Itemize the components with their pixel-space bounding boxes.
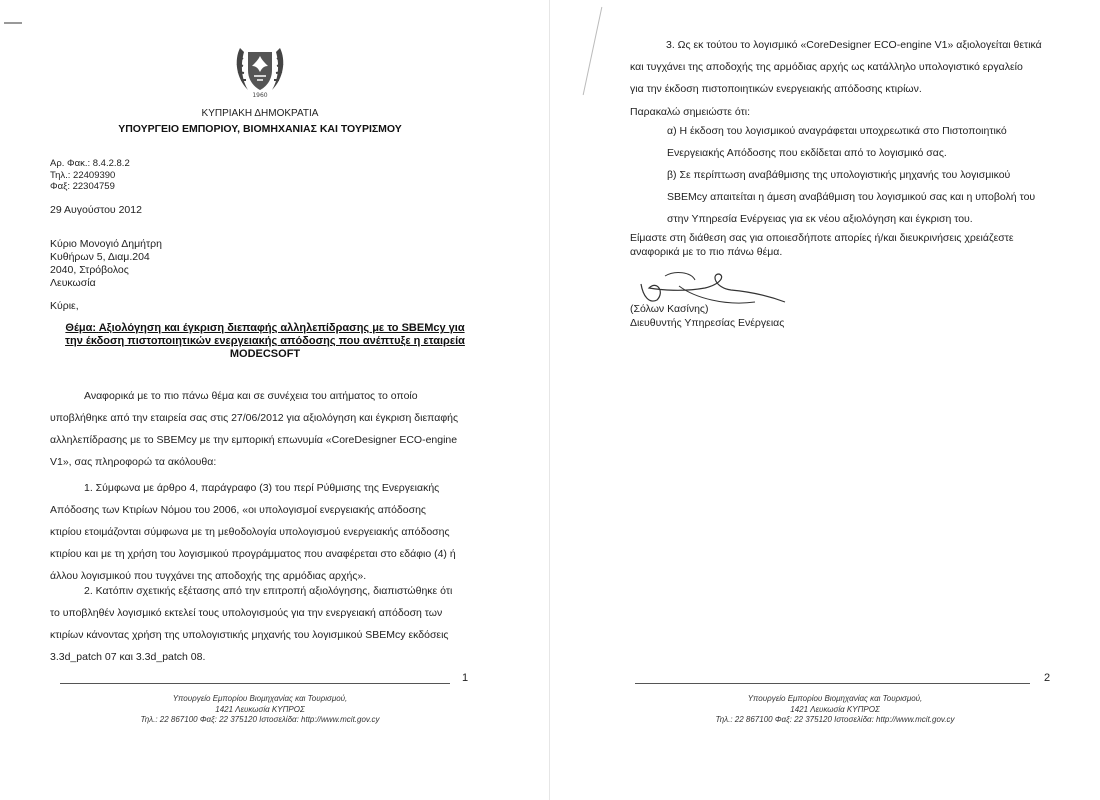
recipient-city: Λευκωσία [50, 277, 96, 289]
intro-line: αλληλεπίδρασης με το SBEMcy με την εμπορική επωνυμία «CoreDesigner ECO-engine [50, 434, 458, 446]
point-1-line: Απόδοσης των Κτιρίων Νόμου του 2006, «οι υπολογισμοί ενεργειακής απόδοσης [50, 504, 426, 516]
subject-line [40, 322, 490, 361]
footer-rule [60, 683, 450, 684]
letter-page-1 [0, 0, 549, 800]
recipient-address [50, 238, 162, 290]
note-a-line: α) Η έκδοση του λογισμικού αναγράφεται υποχρεωτικά στο Πιστοποιητικό [667, 125, 1007, 137]
footer-line: Υπουργείο Εμπορίου Βιομηχανίας και Τουρισμού, [172, 694, 348, 703]
letter-date: 29 Αυγούστου 2012 [50, 204, 142, 216]
scan-mark [583, 7, 603, 95]
subject-label: Θέμα: [65, 322, 97, 334]
intro-line: V1», σας πληροφορώ τα ακόλουθα: [50, 456, 217, 468]
coat-of-arms-emblem [230, 42, 290, 98]
subject-text-3: MODECSOFT [229, 348, 301, 360]
telephone-number: Τηλ.: 22409390 [50, 169, 116, 181]
note-intro: Παρακαλώ σημειώστε ότι: [630, 106, 750, 118]
footer-line: 1421 Λευκωσία ΚΥΠΡΟΣ [790, 704, 880, 714]
point-3-paragraph [630, 34, 1050, 100]
file-number: Αρ. Φακ.: 8.4.2.8.2 [50, 158, 130, 169]
letter-page-2 [549, 0, 1100, 800]
point-1-line: άλλου λογισμικού που τυγχάνει της αποδοχής της αρμόδιας αρχής». [50, 570, 367, 582]
fax-number: Φαξ: 22304759 [50, 181, 115, 192]
intro-line: Αναφορικά με το πιο πάνω θέμα και σε συνέχεια του αιτήματος το οποίο [84, 390, 418, 402]
recipient-street: Κυθήρων 5, Διαμ.204 [50, 251, 150, 263]
point-1-line: κτιρίου και με τη χρήση του λογισμικού προγράμματος που αναφέρεται στο εδάφιο (4) ή [50, 548, 456, 560]
footer-contact [60, 694, 460, 726]
point-1-line: 1. Σύμφωνα με άρθρο 4, παράγραφο (3) του περί Ρύθμισης της Ενεργειακής [84, 482, 440, 494]
footer-line: Τηλ.: 22 867100 Φαξ: 22 375120 Ιστοσελίδα: http://www.mcit.gov.cy [715, 715, 955, 724]
footer-line: Υπουργείο Εμπορίου Βιομηχανίας και Τουρισμού, [747, 694, 923, 703]
point-2-paragraph [50, 580, 470, 668]
note-b-line: β) Σε περίπτωση αναβάθμισης της υπολογιστικής μηχανής του λογισμικού [667, 169, 1011, 181]
ministry-heading: ΥΠΟΥΡΓΕΙΟ ΕΜΠΟΡΙΟΥ, ΒΙΟΜΗΧΑΝΙΑΣ ΚΑΙ ΤΟΥΡΙΣΜΟΥ [118, 123, 402, 135]
note-a-line: Ενεργειακής Απόδοσης που εκδίδεται από το λογισμικό σας. [667, 147, 947, 159]
reference-block [50, 158, 130, 193]
note-b-line: στην Υπηρεσία Ενέργειας για εκ νέου αξιολόγηση και έγκριση του. [667, 213, 973, 225]
point-3-line: 3. Ως εκ τούτου το λογισμικό «CoreDesigner ECO-engine V1» αξιολογείται θετικά [666, 39, 1042, 51]
closing-paragraph [630, 231, 1055, 259]
point-2-line: κτιρίων κάνοντας χρήση της υπολογιστικής μηχανής του λογισμικού SBEMcy εκδόσεις [50, 629, 449, 641]
intro-paragraph [50, 385, 470, 473]
closing-line: αναφορικά με το πιο πάνω θέμα. [630, 246, 783, 258]
point-2-line: το υποβληθέν λογισμικό εκτελεί τους υπολογισμούς για την ενεργειακή απόδοση των [50, 607, 443, 619]
subject-text-1: Αξιολόγηση και έγκριση διεπαφής αλληλεπίδρασης με το SBEMcy για [98, 322, 465, 334]
point-3-line: για την έκδοση πιστοποιητικών ενεργειακής απόδοσης κτιρίων. [630, 83, 922, 95]
salutation: Κύριε, [50, 300, 79, 312]
note-a-paragraph [667, 120, 1055, 164]
footer-line: 1421 Λευκωσία ΚΥΠΡΟΣ [215, 704, 305, 714]
footer-line: Τηλ.: 22 867100 Φαξ: 22 375120 Ιστοσελίδα: http://www.mcit.gov.cy [140, 715, 380, 724]
closing-line: Είμαστε στη διάθεση σας για οποιεσδήποτε απορίες ή/και διευκρινήσεις χρειάζεστε [630, 232, 1014, 244]
intro-line: υποβλήθηκε από την εταιρεία σας στις 27/06/2012 για αξιολόγηση και έγκριση διεπαφής [50, 412, 459, 424]
point-1-line: κτιρίου ετοιμάζονται σύμφωνα με τη μεθοδολογία υπολογισμού ενεργειακής απόδοσης [50, 526, 450, 538]
point-2-line: 2. Κατόπιν σχετικής εξέτασης από την επιτροπή αξιολόγησης, διαπιστώθηκε ότι [84, 585, 453, 597]
point-1-paragraph [50, 477, 470, 587]
point-3-line: και τυγχάνει της αποδοχής της αρμόδιας αρχής ως κατάλληλο υπολογιστικό εργαλείο [630, 61, 1023, 73]
footer-rule [635, 683, 1030, 684]
svg-text:1960: 1960 [252, 92, 268, 98]
signatory-title: Διευθυντής Υπηρεσίας Ενέργειας [630, 317, 785, 329]
signature-block [630, 302, 784, 330]
footer-contact [635, 694, 1035, 726]
recipient-postcode: 2040, Στρόβολος [50, 264, 129, 276]
subject-text-2: την έκδοση πιστοποιητικών ενεργειακής απόδοσης που ανέπτυξε η εταιρεία [65, 335, 465, 347]
republic-heading: ΚΥΠΡΙΑΚΗ ΔΗΜΟΚΡΑΤΙΑ [201, 108, 319, 119]
signatory-name: (Σόλων Κασίνης) [630, 303, 709, 315]
scan-mark [4, 22, 22, 24]
note-b-line: SBEMcy απαιτείται η άμεση αναβάθμιση του λογισμικού σας και η υποβολή του [667, 191, 1036, 203]
page-number: 2 [1044, 672, 1051, 684]
note-b-paragraph [667, 164, 1055, 230]
point-2-line: 3.3d_patch 07 και 3.3d_patch 08. [50, 651, 206, 663]
page-number: 1 [462, 672, 469, 684]
recipient-name: Κύριο Μονογιό Δημήτρη [50, 238, 162, 250]
